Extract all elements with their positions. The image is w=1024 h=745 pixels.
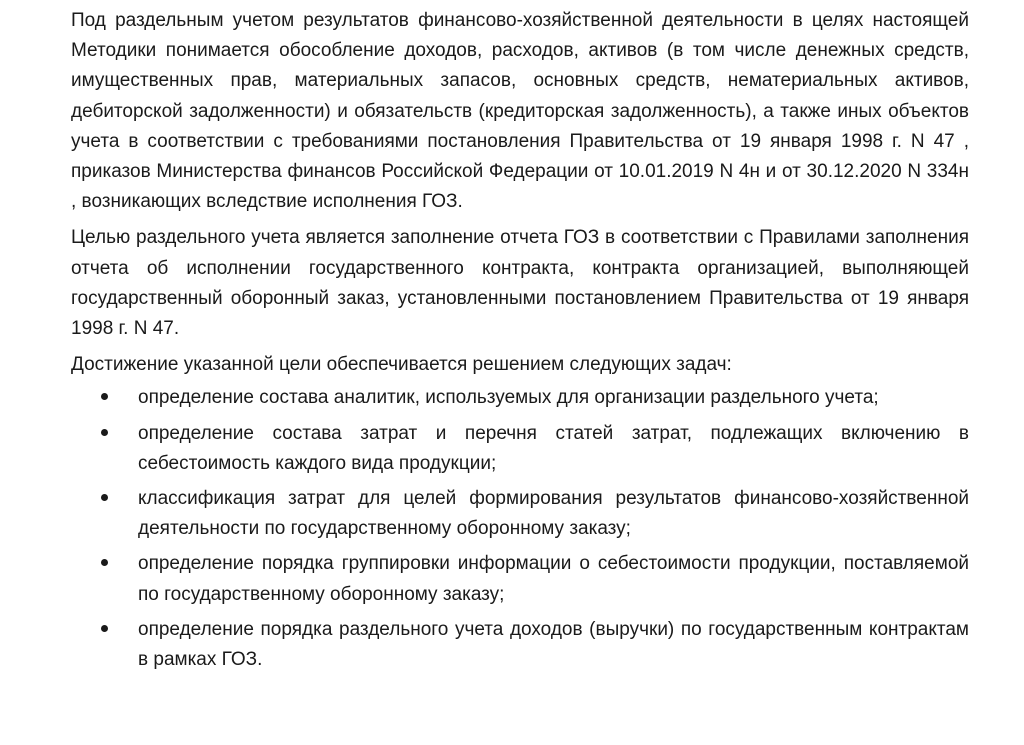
- list-item-text: определение порядка группировки информации о себестоимости продукции, поставляемой по государственному оборонному заказу;: [138, 553, 969, 605]
- bullet-icon: [101, 383, 108, 413]
- paragraph-tasks-intro: Достижение указанной цели обеспечивается решением следующих задач:: [71, 354, 732, 376]
- list-item: [71, 615, 969, 675]
- bullet-icon: [101, 419, 108, 449]
- list-item-text: классификация затрат для целей формирования результатов финансово-хозяйственной деятельности по государственному оборонному заказу;: [138, 488, 969, 540]
- document-body: [71, 6, 969, 680]
- list-item-text: определение состава аналитик, используемых для организации раздельного учета;: [138, 387, 879, 409]
- bullet-icon: [101, 484, 108, 514]
- paragraph-definition: Под раздельным учетом результатов финансово-хозяйственной деятельности в целях настоящей Методики понимается обособление доходов, расходов, активов (в том числе денежных средств, имущественных прав, материальных запасов, основных средств, нематериальных активов, дебиторской задолженности) и обязательств (кредиторская задолженность), а также иных объектов учета в соответствии с требованиями постановления Правительства от 19 января 1998 г. N 47 , приказов Министерства финансов Российской Федерации от 10.01.2019 N 4н и от 30.12.2020 N 334н , возникающих вследствие исполнения ГОЗ.: [71, 10, 969, 213]
- list-item: [71, 549, 969, 609]
- task-list: [71, 383, 969, 675]
- bullet-icon: [101, 549, 108, 579]
- list-item-text: определение состава затрат и перечня статей затрат, подлежащих включению в себестоимость каждого вида продукции;: [138, 422, 969, 474]
- list-item: [71, 419, 969, 479]
- paragraph-purpose: Целью раздельного учета является заполнение отчета ГОЗ в соответствии с Правилами заполнения отчета об исполнении государственного контракта, контракта организацией, выполняющей государственный оборонный заказ, установленными постановлением Правительства от 19 января 1998 г. N 47.: [71, 227, 969, 340]
- list-item: [71, 383, 969, 413]
- list-item-text: определение порядка раздельного учета доходов (выручки) по государственным контрактам в рамках ГОЗ.: [138, 618, 969, 671]
- list-item: [71, 484, 969, 544]
- bullet-icon: [101, 615, 108, 645]
